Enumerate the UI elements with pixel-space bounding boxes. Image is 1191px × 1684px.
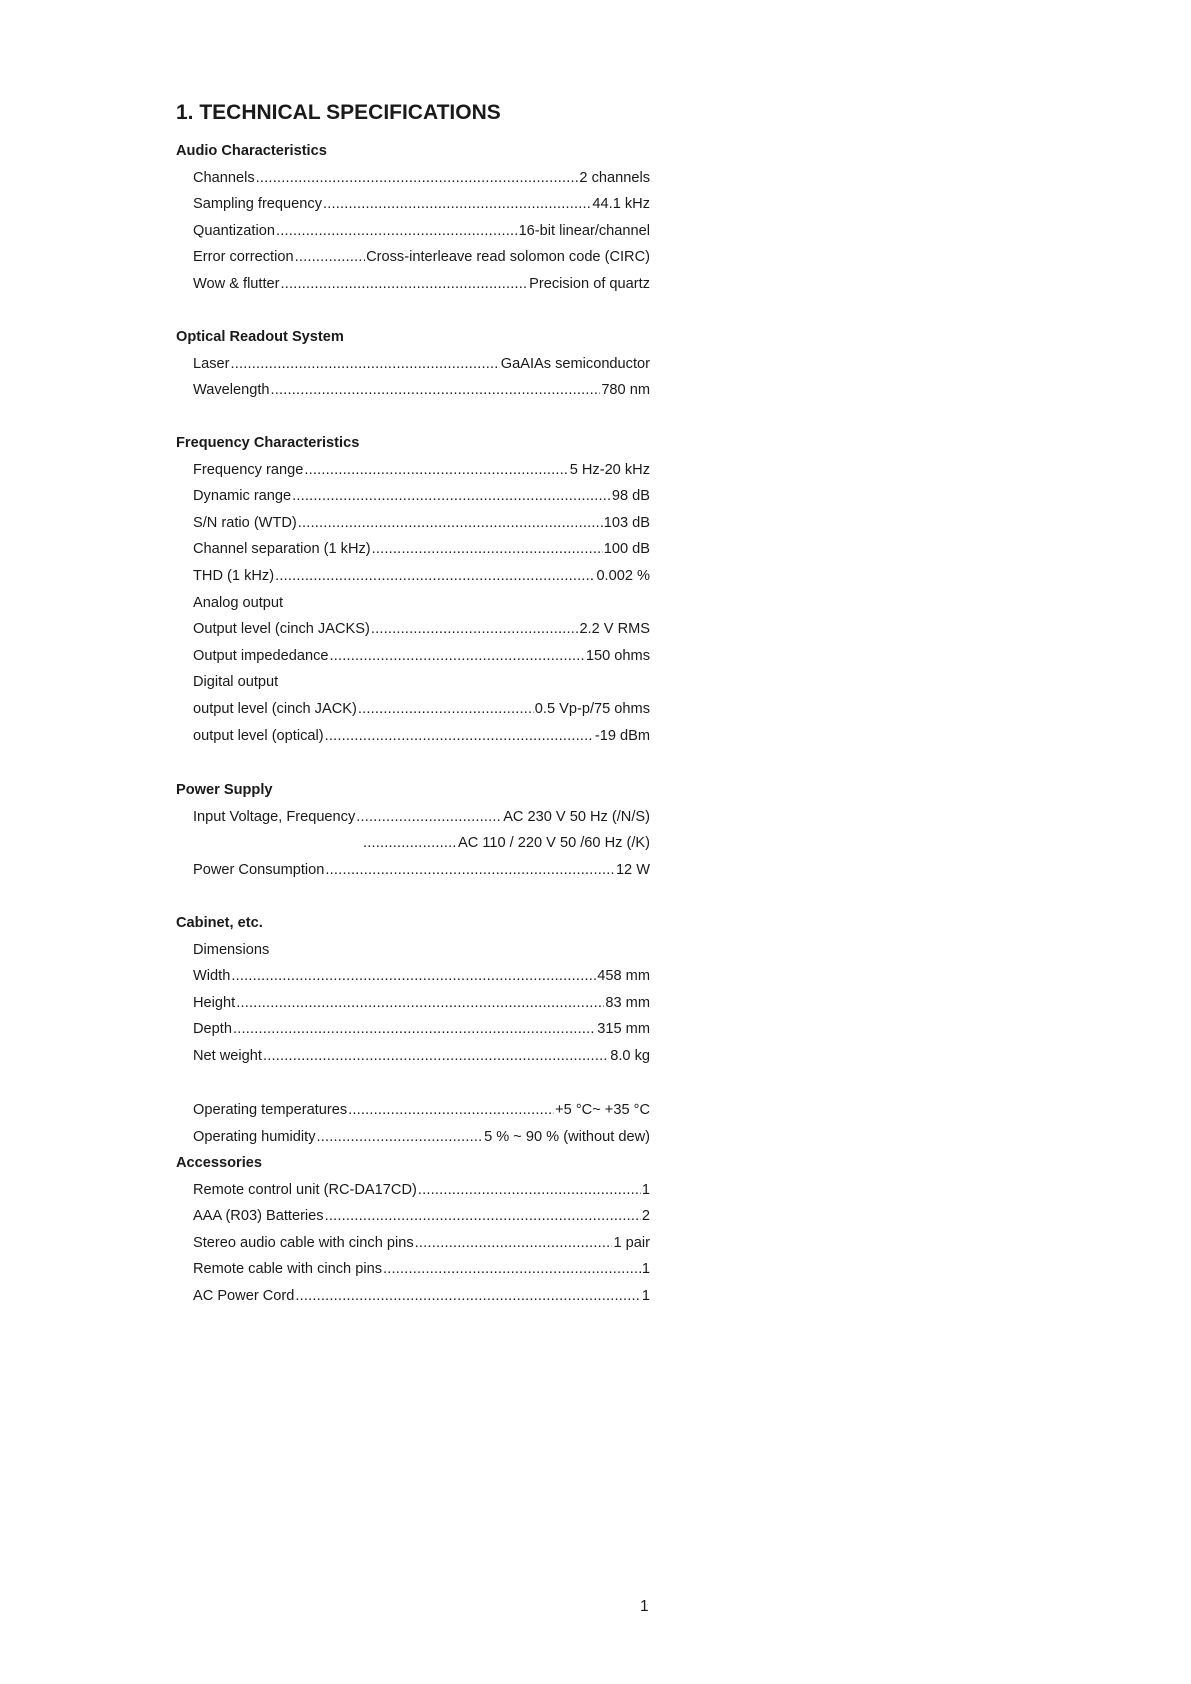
section-heading: Accessories (176, 1155, 263, 1171)
section-heading: Cabinet, etc. (176, 915, 263, 931)
spec-label: AAA (R03) Batteries (193, 1208, 324, 1225)
spec-row-ac-power-cord (176, 1283, 650, 1310)
spec-row-frequency-range (176, 457, 650, 484)
spec-label: Frequency range (193, 461, 304, 478)
spec-row-remote-control-unit (176, 1177, 650, 1204)
dot-leader (383, 1256, 641, 1283)
spec-value: Precision of quartz (529, 275, 650, 292)
spec-label: Remote control unit (RC-DA17CD) (193, 1181, 417, 1198)
spec-row-wavelength (176, 377, 650, 404)
spec-row-operating-humidity (176, 1124, 650, 1151)
spec-label: Width (193, 968, 231, 985)
spec-row-sn-ratio (176, 510, 650, 537)
spec-value: 0.002 % (596, 567, 650, 584)
spec-label: Channels (193, 169, 255, 186)
dot-leader (231, 351, 500, 378)
spec-label: output level (cinch JACK) (193, 700, 357, 717)
spec-value: 2 (641, 1208, 650, 1225)
spec-row-sampling-frequency (176, 191, 650, 218)
spec-label: Output level (cinch JACKS) (193, 621, 370, 638)
dot-leader (330, 643, 585, 670)
section-heading: Power Supply (176, 782, 273, 798)
spec-row-channel-separation (176, 536, 650, 563)
dot-leader (271, 377, 601, 404)
dot-leader (295, 1283, 640, 1310)
spec-value: 780 nm (601, 382, 650, 399)
spec-value: 458 mm (597, 968, 650, 985)
dot-leader (317, 1124, 484, 1151)
spec-value: AC 230 V 50 Hz (/N/S) (503, 808, 650, 825)
section-optical-readout-system (176, 324, 650, 404)
spec-row-output-level-optical (176, 723, 650, 750)
section-audio-characteristics (176, 138, 650, 298)
spec-label: Digital output (193, 674, 279, 691)
dot-leader (281, 271, 529, 298)
dot-leader (323, 191, 591, 218)
dot-leader (292, 483, 611, 510)
section-power-supply (176, 777, 650, 883)
dot-leader (298, 510, 603, 537)
dot-leader (325, 857, 615, 884)
spec-subheading-digital-output (176, 669, 650, 696)
spec-label: Dynamic range (193, 488, 292, 505)
spec-value: 8.0 kg (610, 1047, 650, 1064)
spec-subheading-analog-output (176, 590, 650, 617)
spec-label: Sampling frequency (193, 196, 322, 213)
spec-label: output level (optical) (193, 727, 324, 744)
dot-leader (236, 990, 604, 1017)
spec-value: 1 (641, 1261, 650, 1278)
dot-leader (348, 1097, 554, 1124)
spec-row-batteries (176, 1203, 650, 1230)
spec-value: AC 110 / 220 V 50 /60 Hz (/K) (458, 835, 650, 852)
dot-leader (363, 830, 457, 857)
section-frequency-characteristics (176, 430, 650, 749)
dot-leader (275, 563, 595, 590)
spec-label: Wavelength (193, 382, 270, 399)
spec-value: 44.1 kHz (592, 196, 650, 213)
spec-row-width (176, 963, 650, 990)
spec-row-wow-flutter (176, 271, 650, 298)
spec-label: S/N ratio (WTD) (193, 514, 297, 531)
spec-value: 2 channels (579, 169, 650, 186)
dot-leader (295, 244, 366, 271)
spec-label: Wow & flutter (193, 275, 280, 292)
spec-label: Error correction (193, 249, 294, 266)
dot-leader (358, 696, 534, 723)
spec-value: 12 W (615, 861, 650, 878)
section-accessories (176, 1150, 650, 1310)
spec-row-laser (176, 351, 650, 378)
spec-value: GaAIAs semiconductor (500, 355, 650, 372)
spec-label: Quantization (193, 222, 275, 239)
spec-row-stereo-audio-cable (176, 1230, 650, 1257)
spec-value: 0.5 Vp-p/75 ohms (534, 700, 650, 717)
spec-row-net-weight (176, 1043, 650, 1070)
dot-leader (372, 536, 603, 563)
page-title: 1. TECHNICAL SPECIFICATIONS (176, 101, 501, 124)
spec-row-input-voltage-alt (176, 830, 650, 857)
dot-leader (233, 1016, 596, 1043)
spec-row-output-impedance (176, 643, 650, 670)
spec-label: Net weight (193, 1047, 262, 1064)
spec-subheading-dimensions (176, 937, 650, 964)
spec-label: Power Consumption (193, 861, 325, 878)
spec-value: 16-bit linear/channel (518, 222, 650, 239)
dot-leader (356, 804, 502, 831)
spec-value: 5 % ~ 90 % (without dew) (484, 1128, 650, 1145)
spec-row-error-correction (176, 244, 650, 271)
spec-label: Height (193, 994, 236, 1011)
spec-label: Operating temperatures (193, 1102, 348, 1118)
spec-row-output-level-cinch-jacks (176, 616, 650, 643)
spec-row-operating-temperatures (176, 1097, 650, 1124)
dot-leader (371, 616, 579, 643)
spec-row-input-voltage (176, 804, 650, 831)
spec-label: THD (1 kHz) (193, 567, 275, 584)
spec-value: 1 (641, 1181, 650, 1198)
dot-leader (276, 218, 518, 245)
dot-leader (263, 1043, 609, 1070)
spec-label: Analog output (193, 594, 284, 611)
spec-value: 103 dB (603, 514, 650, 531)
spec-value: 2.2 V RMS (579, 621, 650, 638)
spec-row-power-consumption (176, 857, 650, 884)
section-heading: Frequency Characteristics (176, 435, 360, 451)
spec-row-depth (176, 1016, 650, 1043)
spec-label: Output impededance (193, 647, 329, 664)
spec-value: 98 dB (611, 488, 650, 505)
spec-label: Depth (193, 1021, 232, 1038)
spec-value: 150 ohms (585, 647, 650, 664)
spec-value: +5 °C~ +35 °C (555, 1102, 650, 1118)
spec-row-remote-cable (176, 1256, 650, 1283)
dot-leader (231, 963, 596, 990)
dot-leader (325, 1203, 641, 1230)
section-heading: Audio Characteristics (176, 143, 327, 159)
spec-row-channels (176, 165, 650, 192)
spec-value: 1 pair (613, 1234, 650, 1251)
spec-row-thd (176, 563, 650, 590)
spec-value: 315 mm (597, 1021, 650, 1038)
spec-row-output-level-cinch-jack (176, 696, 650, 723)
spec-label: Stereo audio cable with cinch pins (193, 1234, 414, 1251)
spec-row-dynamic-range (176, 483, 650, 510)
spec-label: Dimensions (193, 941, 270, 958)
spec-label: Channel separation (1 kHz) (193, 541, 371, 558)
section-heading: Optical Readout System (176, 329, 344, 345)
spec-value: 1 (641, 1287, 650, 1304)
dot-leader (256, 165, 579, 192)
spec-value: Cross-interleave read solomon code (CIRC) (366, 249, 650, 266)
dot-leader (304, 457, 568, 484)
spec-value: 5 Hz-20 kHz (569, 461, 650, 478)
section-operating-conditions (176, 1097, 650, 1150)
spec-value: 83 mm (605, 994, 650, 1011)
dot-leader (418, 1177, 641, 1204)
spec-label: AC Power Cord (193, 1287, 295, 1304)
spec-label: Remote cable with cinch pins (193, 1261, 382, 1278)
spec-value: -19 dBm (594, 727, 650, 744)
spec-label: Input Voltage, Frequency (193, 808, 356, 825)
spec-value: 100 dB (603, 541, 650, 558)
dot-leader (325, 723, 594, 750)
spec-row-height (176, 990, 650, 1017)
spec-label: Laser (193, 355, 230, 372)
spec-label: Operating humidity (193, 1128, 316, 1145)
dot-leader (415, 1230, 613, 1257)
spec-row-quantization (176, 218, 650, 245)
page-number: 1 (640, 1598, 649, 1615)
section-cabinet (176, 910, 650, 1070)
